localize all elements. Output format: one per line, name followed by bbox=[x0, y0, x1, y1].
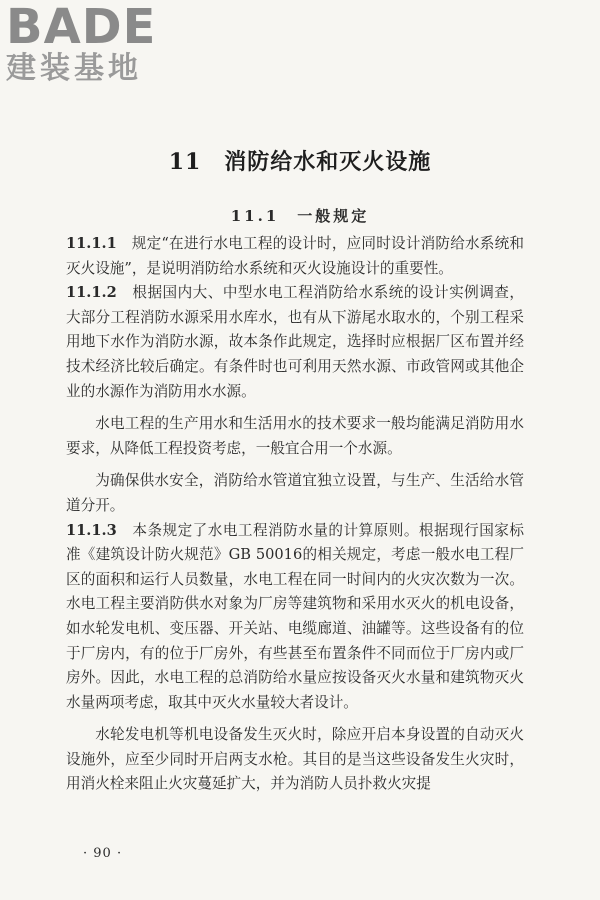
clause-text: 本条规定了水电工程消防水量的计算原则。根据现行国家标准《建筑设计防火规范》GB 50016的相关规定，考虑一般水电工程厂区的面积和运行人员数量，水电工程在同一时间内的火灾次数为一次。水电工程主要消防供水对象为厂房等建筑物和采用水灭火的机电设备，如水轮发电机、变压器、开关站、电缆廊道、油罐等。这些设备有的位于厂房内，有的位于厂房外，有些甚至布置条件不同而位于厂房内或厂房外。因此，水电工程的总消防给水量应按设备灭火水量和建筑物灭火水量两项考虑，取其中灭火水量较大者设计。 bbox=[66, 521, 524, 711]
paragraph: 水轮发电机等机电设备发生灭火时，除应开启本身设置的自动灭火设施外，应至少同时开启两支水枪。其目的是当这些设备发生火灾时，用消火栓来阻止火灾蔓延扩大，并为消防人员扑救火灾提 bbox=[66, 726, 524, 793]
body-text bbox=[66, 232, 524, 797]
clause-number: 11.1.1 bbox=[66, 235, 117, 252]
paragraph: 为确保供水安全，消防给水管道宜独立设置，与生产、生活给水管道分开。 bbox=[66, 472, 524, 514]
section-title: 11.1 一般规定 bbox=[230, 207, 370, 225]
clause-number: 11.1.2 bbox=[66, 284, 117, 302]
publisher-logo bbox=[6, 2, 176, 86]
clause-number: 11.1.3 bbox=[66, 521, 117, 539]
paragraph: 水电工程的生产用水和生活用水的技术要求一般均能满足消防用水要求，从降低工程投资考虑，一般宜合用一个水源。 bbox=[66, 415, 524, 457]
clause-11-1-2 bbox=[66, 281, 524, 404]
clause-11-1-1 bbox=[66, 232, 524, 281]
logo-subtitle: 建装基地 bbox=[6, 51, 142, 86]
page-number: · 90 · bbox=[83, 846, 123, 861]
clause-text: 规定“在进行水电工程的设计时，应同时设计消防给水系统和灭火设施”，是说明消防给水系统和灭火设施设计的重要性。 bbox=[66, 235, 524, 277]
logo-mark: BADE bbox=[6, 0, 157, 55]
clause-text: 根据国内大、中型水电工程消防给水系统的设计实例调查，大部分工程消防水源采用水库水，也有从下游尾水取水的，个别工程采用地下水作为消防水源，故本条作此规定，选择时应根据厂区布置并经技术经济比较后确定。有条件时也可利用天然水源、市政管网或其他企业的水源作为消防用水水源。 bbox=[66, 284, 524, 400]
chapter-title: 11 消防给水和灭火设施 bbox=[168, 149, 432, 175]
clause-11-1-3 bbox=[66, 519, 524, 716]
